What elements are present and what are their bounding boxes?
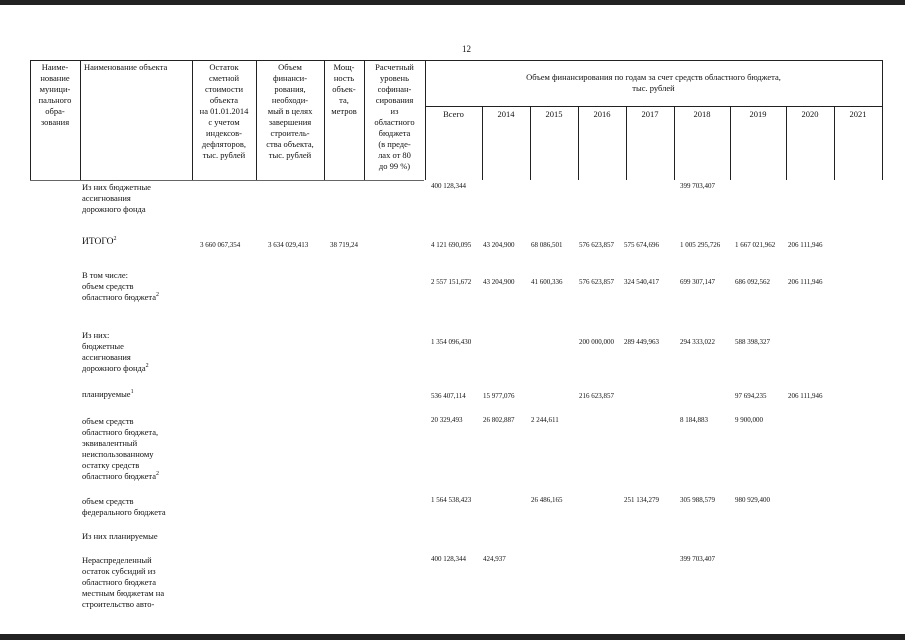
row-label: Из них планируемые	[82, 531, 158, 541]
table-cell: 305 988,579	[680, 496, 715, 504]
row-label: В том числе: объем средств областного бюджета$^2$	[82, 270, 160, 302]
header-year-1: 2014	[497, 109, 515, 119]
table-cell: 9 900,000	[735, 416, 763, 424]
table-cell: 15 977,076	[483, 392, 515, 400]
table-cell: 41 600,336	[531, 278, 563, 286]
table-cell: 68 086,501	[531, 241, 563, 249]
table-cell: 575 674,696	[624, 241, 659, 249]
table-cell: 576 623,857	[579, 241, 614, 249]
header-year-2: 2015	[545, 109, 563, 119]
row-label: Из них бюджетные ассигнования дорожного фонда	[82, 182, 151, 214]
table-cell: 43 204,900	[483, 241, 515, 249]
header-municipality: Наиме- нование муници- пального обра- зования	[38, 62, 72, 127]
table-cell: 576 623,857	[579, 278, 614, 286]
header-year-0: Всего	[443, 109, 464, 119]
table-cell: 3 660 067,354	[200, 241, 241, 249]
table-cell: 26 486,165	[531, 496, 563, 504]
header-year-5: 2018	[693, 109, 711, 119]
footnote-mark: 2	[156, 292, 160, 299]
row-label: объем средств федерального бюджета	[82, 496, 166, 517]
header-year-8: 2021	[849, 109, 867, 119]
row-label: Из них: бюджетные ассигнования дорожного фонда$^2$	[82, 330, 149, 373]
header-object-name: Наименование объекта	[84, 62, 168, 72]
table-cell: 294 333,022	[680, 338, 715, 346]
table-cell: 400 128,344	[431, 555, 466, 563]
table-cell: 251 134,279	[624, 496, 659, 504]
row-label: планируемые$^1$	[82, 389, 134, 399]
table-cell: 216 623,857	[579, 392, 614, 400]
table-cell: 38 719,24	[330, 241, 358, 249]
table-cell: 3 634 029,413	[268, 241, 309, 249]
header-financing-needed: Объем финанси- рования, необходи- мый в целях завершения строитель- ства объекта, тыс. рублей	[266, 62, 314, 160]
row-label: Нераспределенный остаток субсидий из областного бюджета местным бюджетам на строительство авто-	[82, 555, 165, 609]
header-year-6: 2019	[749, 109, 767, 119]
table-cell: 324 540,417	[624, 278, 659, 286]
table-cell: 686 092,562	[735, 278, 770, 286]
table-cell: 4 121 690,095	[431, 241, 472, 249]
header-remaining-cost: Остаток сметной стоимости объекта на 01.01.2014 с учетом индексов- дефляторов, тыс. рублей	[199, 62, 249, 160]
table-cell: 43 204,900	[483, 278, 515, 286]
top-border	[0, 0, 905, 5]
table-cell: 206 111,946	[788, 241, 823, 249]
table-cell: 200 000,000	[579, 338, 614, 346]
row-label: ИТОГО$^2$	[82, 235, 117, 247]
table-cell: 399 703,407	[680, 182, 715, 190]
page-number: 12	[462, 44, 471, 54]
table-cell: 980 929,400	[735, 496, 770, 504]
table-cell: 8 184,883	[680, 416, 708, 424]
header-funding-group: Объем финансирования по годам за счет средств областного бюджета, тыс. рублей	[526, 72, 781, 93]
header-capacity: Мощ- ность объек- та, метров	[331, 62, 357, 116]
header-year-7: 2020	[801, 109, 819, 119]
row-label: объем средств областного бюджета, эквивалентный неиспользованному остатку средств областного бюджета$^2$	[82, 416, 160, 481]
table-cell: 400 128,344	[431, 182, 466, 190]
header-year-3: 2016	[593, 109, 611, 119]
footnote-mark: 1	[130, 389, 134, 396]
table-cell: 1 005 295,726	[680, 241, 721, 249]
table-cell: 2 244,611	[531, 416, 559, 424]
table-cell: 1 564 538,423	[431, 496, 472, 504]
table-cell: 399 703,407	[680, 555, 715, 563]
table-cell: 2 557 151,672	[431, 278, 472, 286]
table-cell: 1 667 021,962	[735, 241, 776, 249]
table-cell: 206 111,946	[788, 278, 823, 286]
table-cell: 536 407,114	[431, 392, 466, 400]
table-cell: 588 398,327	[735, 338, 770, 346]
table-cell: 206 111,946	[788, 392, 823, 400]
header-year-4: 2017	[641, 109, 659, 119]
table-cell: 26 802,887	[483, 416, 515, 424]
table-cell: 424,937	[483, 555, 506, 563]
footnote-mark: 2	[113, 235, 117, 242]
table-cell: 699 307,147	[680, 278, 715, 286]
footnote-mark: 2	[156, 471, 160, 478]
table-cell: 289 449,963	[624, 338, 659, 346]
header-cofinancing: Расчетный уровень софинан- сирования из областного бюджета (в преде- лах от 80 до 99 %)	[374, 62, 415, 171]
table-cell: 1 354 096,430	[431, 338, 472, 346]
footnote-mark: 2	[145, 363, 149, 370]
table-cell: 20 329,493	[431, 416, 463, 424]
table-cell: 97 694,235	[735, 392, 767, 400]
bottom-border	[0, 634, 905, 640]
